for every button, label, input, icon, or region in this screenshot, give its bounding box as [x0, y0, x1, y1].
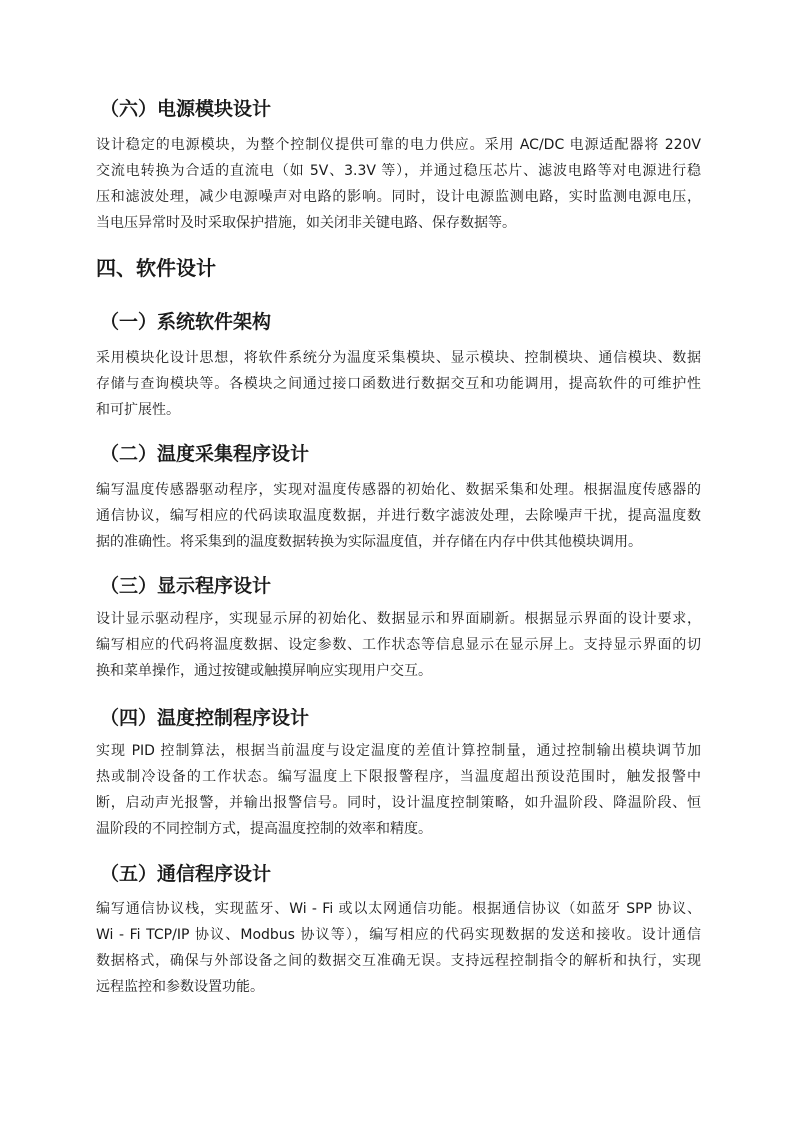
text-line: 和可扩展性。: [96, 402, 180, 418]
paragraph-communication-program: [96, 896, 701, 1000]
text-line: 压和滤波处理，减少电源噪声对电路的影响。同时，设计电源监测电路，实时监测电源电压，: [96, 189, 701, 205]
text-line: 采用模块化设计思想，将软件系统分为温度采集模块、显示模块、控制模块、通信模块、数据: [96, 350, 701, 366]
section-title-temperature-acquisition: （二）温度采集程序设计: [100, 443, 310, 465]
paragraph-power-module: [96, 132, 701, 236]
chapter-heading-software-design: 四、软件设计: [96, 256, 216, 280]
text-line: 存储与查询模块等。各模块之间通过接口函数进行数据交互和功能调用，提高软件的可维护性: [96, 376, 701, 392]
text-line: 数据格式，确保与外部设备之间的数据交互准确无误。支持远程控制指令的解析和执行，实现: [96, 953, 701, 969]
text-line: 编写温度传感器驱动程序，实现对温度传感器的初始化、数据采集和处理。根据温度传感器的: [96, 482, 701, 498]
text-line: 据的准确性。将采集到的温度数据转换为实际温度值，并存储在内存中供其他模块调用。: [96, 534, 642, 550]
text-line: 编写相应的代码将温度数据、设定参数、工作状态等信息显示在显示屏上。支持显示界面的切: [96, 637, 701, 653]
text-line: 远程监控和参数设置功能。: [96, 979, 264, 995]
paragraph-temperature-acquisition: [96, 477, 701, 555]
text-line: 温阶段的不同控制方式，提高温度控制的效率和精度。: [96, 821, 432, 837]
section-title-display-program: （三）显示程序设计: [100, 575, 272, 597]
text-line: 当电压异常时及时采取保护措施，如关闭非关键电路、保存数据等。: [96, 215, 516, 231]
paragraph-display-program: [96, 606, 701, 684]
text-line: 交流电转换为合适的直流电（如 5V、3.3V 等），并通过稳压芯片、滤波电路等对电源进行稳: [96, 163, 701, 179]
section-title-software-architecture: （一）系统软件架构: [100, 311, 272, 333]
section-title-temperature-control: （四）温度控制程序设计: [100, 707, 310, 729]
text-line: Wi - Fi TCP/IP 协议、Modbus 协议等），编写相应的代码实现数据的发送和接收。设计通信: [96, 927, 701, 943]
text-line: 断，启动声光报警，并输出报警信号。同时，设计温度控制策略，如升温阶段、降温阶段、恒: [96, 795, 701, 811]
text-line: 实现 PID 控制算法，根据当前温度与设定温度的差值计算控制量，通过控制输出模块调节加: [96, 743, 701, 759]
text-line: 设计稳定的电源模块，为整个控制仪提供可靠的电力供应。采用 AC/DC 电源适配器将 220V: [96, 137, 701, 153]
text-line: 设计显示驱动程序，实现显示屏的初始化、数据显示和界面刷新。根据显示界面的设计要求，: [96, 611, 701, 627]
text-line: 通信协议，编写相应的代码读取温度数据，并进行数字滤波处理，去除噪声干扰，提高温度数: [96, 508, 701, 524]
text-line: 热或制冷设备的工作状态。编写温度上下限报警程序，当温度超出预设范围时，触发报警中: [96, 769, 701, 785]
section-title-communication-program: （五）通信程序设计: [100, 863, 272, 885]
text-line: 编写通信协议栈，实现蓝牙、Wi - Fi 或以太网通信功能。根据通信协议（如蓝牙 SPP 协议、: [96, 901, 701, 917]
paragraph-software-architecture: [96, 345, 701, 423]
section-title-power-module: （六）电源模块设计: [100, 98, 272, 120]
text-line: 换和菜单操作，通过按键或触摸屏响应实现用户交互。: [96, 663, 432, 679]
paragraph-temperature-control: [96, 738, 701, 842]
